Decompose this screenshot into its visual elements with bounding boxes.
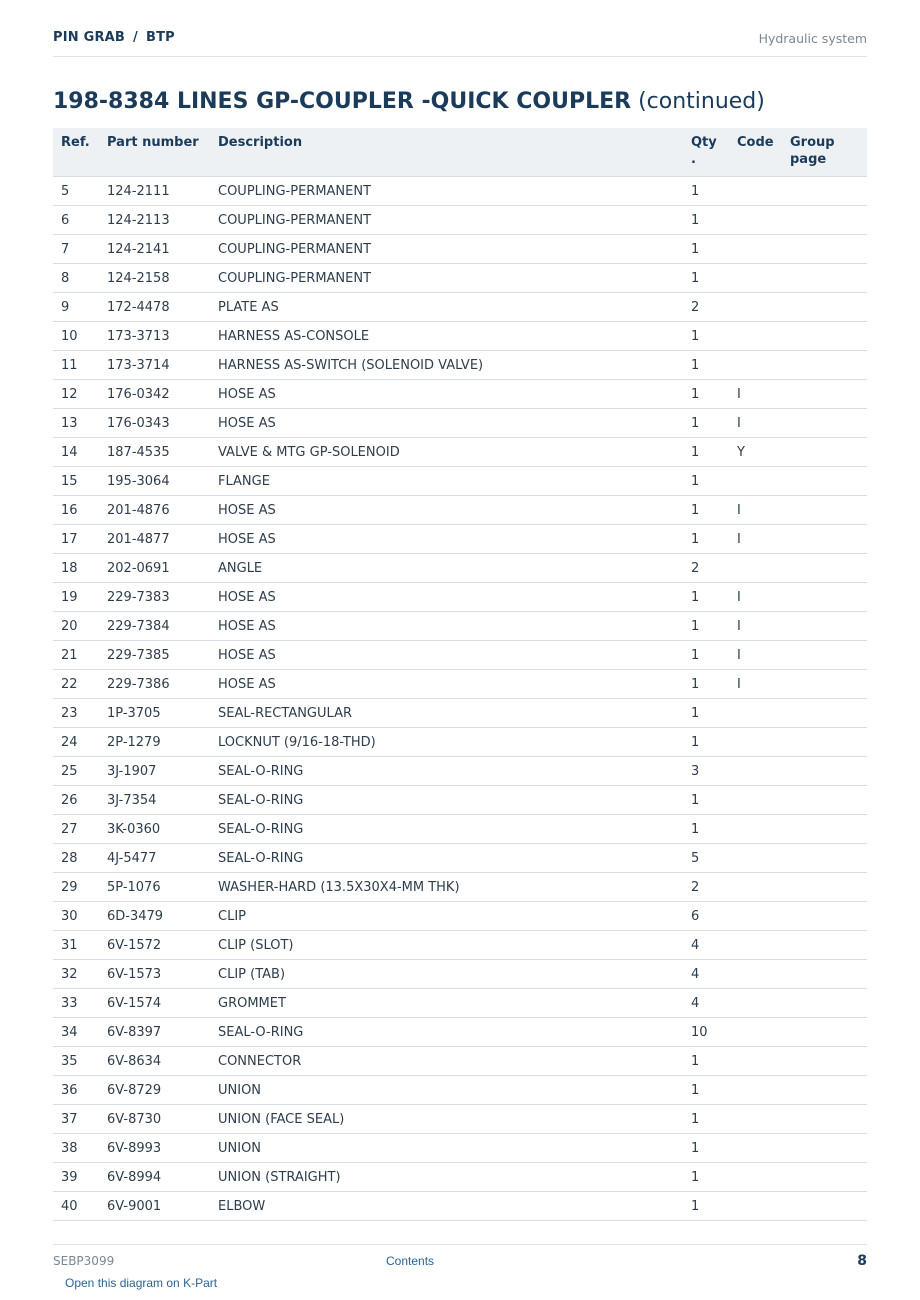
cell-qty: 1 [683, 1163, 729, 1192]
cell-ref: 8 [53, 264, 99, 293]
cell-part-number: 195-3064 [99, 467, 210, 496]
table-row [53, 1018, 867, 1047]
cell-description: UNION (FACE SEAL) [210, 1105, 683, 1134]
cell-description: COUPLING-PERMANENT [210, 235, 683, 264]
cell-part-number: 201-4877 [99, 525, 210, 554]
cell-qty: 1 [683, 1047, 729, 1076]
cell-code [729, 467, 782, 496]
cell-group-page [782, 612, 867, 641]
breadcrumb [53, 30, 175, 45]
cell-ref: 13 [53, 409, 99, 438]
cell-qty: 10 [683, 1018, 729, 1047]
cell-qty: 1 [683, 438, 729, 467]
cell-code: I [729, 409, 782, 438]
cell-group-page [782, 264, 867, 293]
cell-description: SEAL-O-RING [210, 757, 683, 786]
cell-ref: 39 [53, 1163, 99, 1192]
cell-group-page [782, 206, 867, 235]
cell-ref: 23 [53, 699, 99, 728]
cell-description: PLATE AS [210, 293, 683, 322]
cell-ref: 20 [53, 612, 99, 641]
cell-code [729, 786, 782, 815]
page-title-main: 198-8384 LINES GP-COUPLER -QUICK COUPLER [53, 89, 632, 114]
cell-part-number: 172-4478 [99, 293, 210, 322]
cell-description: SEAL-O-RING [210, 844, 683, 873]
cell-description: SEAL-O-RING [210, 786, 683, 815]
table-row [53, 1163, 867, 1192]
cell-ref: 32 [53, 960, 99, 989]
cell-group-page [782, 873, 867, 902]
table-row [53, 612, 867, 641]
cell-description: HARNESS AS-SWITCH (SOLENOID VALVE) [210, 351, 683, 380]
cell-description: COUPLING-PERMANENT [210, 177, 683, 206]
parts-table [53, 128, 867, 1221]
cell-group-page [782, 699, 867, 728]
cell-group-page [782, 728, 867, 757]
cell-group-page [782, 670, 867, 699]
cell-qty: 1 [683, 235, 729, 264]
cell-code [729, 1192, 782, 1221]
page-footer [53, 1244, 867, 1269]
page-number: 8 [857, 1253, 867, 1269]
cell-group-page [782, 815, 867, 844]
cell-part-number: 6V-8397 [99, 1018, 210, 1047]
cell-group-page [782, 554, 867, 583]
cell-part-number: 201-4876 [99, 496, 210, 525]
cell-group-page [782, 322, 867, 351]
table-row [53, 989, 867, 1018]
cell-description: HOSE AS [210, 380, 683, 409]
cell-ref: 7 [53, 235, 99, 264]
cell-qty: 1 [683, 1105, 729, 1134]
cell-code: I [729, 525, 782, 554]
cell-description: HARNESS AS-CONSOLE [210, 322, 683, 351]
cell-code: Y [729, 438, 782, 467]
cell-part-number: 6V-1573 [99, 960, 210, 989]
table-row [53, 1192, 867, 1221]
cell-ref: 21 [53, 641, 99, 670]
table-row [53, 525, 867, 554]
cell-ref: 34 [53, 1018, 99, 1047]
cell-group-page [782, 177, 867, 206]
cell-description: UNION [210, 1134, 683, 1163]
cell-description: CLIP (SLOT) [210, 931, 683, 960]
cell-group-page [782, 583, 867, 612]
cell-code [729, 293, 782, 322]
table-row [53, 322, 867, 351]
table-row [53, 1105, 867, 1134]
cell-group-page [782, 1018, 867, 1047]
cell-part-number: 6V-8729 [99, 1076, 210, 1105]
cell-description: LOCKNUT (9/16-18-THD) [210, 728, 683, 757]
cell-qty: 1 [683, 1076, 729, 1105]
cell-description: HOSE AS [210, 583, 683, 612]
cell-ref: 37 [53, 1105, 99, 1134]
cell-description: HOSE AS [210, 670, 683, 699]
cell-qty: 2 [683, 554, 729, 583]
cell-description: SEAL-O-RING [210, 815, 683, 844]
cell-part-number: 176-0342 [99, 380, 210, 409]
page-title [53, 89, 765, 114]
table-row [53, 583, 867, 612]
table-row [53, 380, 867, 409]
table-row [53, 728, 867, 757]
cell-ref: 12 [53, 380, 99, 409]
cell-code [729, 1134, 782, 1163]
cell-qty: 1 [683, 670, 729, 699]
cell-ref: 28 [53, 844, 99, 873]
cell-qty: 1 [683, 612, 729, 641]
cell-qty: 1 [683, 815, 729, 844]
cell-code [729, 902, 782, 931]
cell-part-number: 229-7384 [99, 612, 210, 641]
cell-description: CONNECTOR [210, 1047, 683, 1076]
cell-ref: 17 [53, 525, 99, 554]
table-row [53, 873, 867, 902]
cell-ref: 14 [53, 438, 99, 467]
cell-group-page [782, 902, 867, 931]
column-header-qty: Qty . [683, 128, 729, 177]
cell-ref: 10 [53, 322, 99, 351]
cell-code: I [729, 612, 782, 641]
table-row [53, 206, 867, 235]
cell-qty: 4 [683, 989, 729, 1018]
cell-ref: 16 [53, 496, 99, 525]
cell-qty: 1 [683, 786, 729, 815]
cell-code: I [729, 496, 782, 525]
cell-ref: 27 [53, 815, 99, 844]
cell-code [729, 554, 782, 583]
cell-group-page [782, 931, 867, 960]
cell-part-number: 173-3714 [99, 351, 210, 380]
cell-description: HOSE AS [210, 496, 683, 525]
cell-group-page [782, 1105, 867, 1134]
cell-qty: 1 [683, 177, 729, 206]
cell-part-number: 6V-8993 [99, 1134, 210, 1163]
cell-description: HOSE AS [210, 612, 683, 641]
cell-qty: 1 [683, 1192, 729, 1221]
cell-ref: 22 [53, 670, 99, 699]
cell-description: HOSE AS [210, 641, 683, 670]
cell-part-number: 2P-1279 [99, 728, 210, 757]
table-row [53, 235, 867, 264]
cell-part-number: 6V-1574 [99, 989, 210, 1018]
cell-part-number: 229-7383 [99, 583, 210, 612]
cell-description: FLANGE [210, 467, 683, 496]
cell-group-page [782, 235, 867, 264]
cell-code [729, 815, 782, 844]
cell-code [729, 322, 782, 351]
cell-ref: 31 [53, 931, 99, 960]
table-row [53, 293, 867, 322]
cell-code [729, 1105, 782, 1134]
table-row [53, 931, 867, 960]
table-row [53, 177, 867, 206]
parts-table-body [53, 177, 867, 1221]
cell-group-page [782, 1163, 867, 1192]
cell-part-number: 3K-0360 [99, 815, 210, 844]
cell-code [729, 264, 782, 293]
breadcrumb-separator: / [133, 30, 138, 45]
cell-description: UNION (STRAIGHT) [210, 1163, 683, 1192]
cell-description: CLIP (TAB) [210, 960, 683, 989]
cell-description: SEAL-O-RING [210, 1018, 683, 1047]
cell-code: I [729, 380, 782, 409]
table-row [53, 960, 867, 989]
cell-qty: 1 [683, 467, 729, 496]
cell-qty: 1 [683, 525, 729, 554]
cell-description: VALVE & MTG GP-SOLENOID [210, 438, 683, 467]
cell-qty: 1 [683, 641, 729, 670]
cell-description: ANGLE [210, 554, 683, 583]
cell-code [729, 235, 782, 264]
table-row [53, 815, 867, 844]
cell-description: HOSE AS [210, 409, 683, 438]
cell-code [729, 1076, 782, 1105]
cell-ref: 9 [53, 293, 99, 322]
table-row [53, 1047, 867, 1076]
cell-qty: 1 [683, 351, 729, 380]
table-row [53, 699, 867, 728]
cell-group-page [782, 496, 867, 525]
cell-description: COUPLING-PERMANENT [210, 206, 683, 235]
cell-qty: 3 [683, 757, 729, 786]
cell-description: SEAL-RECTANGULAR [210, 699, 683, 728]
cell-group-page [782, 844, 867, 873]
table-row [53, 351, 867, 380]
cell-part-number: 202-0691 [99, 554, 210, 583]
cell-ref: 26 [53, 786, 99, 815]
cell-code [729, 1163, 782, 1192]
cell-description: ELBOW [210, 1192, 683, 1221]
cell-code [729, 1047, 782, 1076]
cell-part-number: 5P-1076 [99, 873, 210, 902]
cell-qty: 1 [683, 322, 729, 351]
cell-ref: 6 [53, 206, 99, 235]
cell-code: I [729, 670, 782, 699]
cell-ref: 30 [53, 902, 99, 931]
cell-part-number: 4J-5477 [99, 844, 210, 873]
cell-group-page [782, 1134, 867, 1163]
cell-ref: 36 [53, 1076, 99, 1105]
column-header-group-page: Group page [782, 128, 867, 177]
cell-part-number: 124-2158 [99, 264, 210, 293]
table-row [53, 670, 867, 699]
document-id: SEBP3099 [53, 1254, 115, 1268]
section-label: Hydraulic system [758, 31, 867, 46]
table-row [53, 438, 867, 467]
breadcrumb-item-model: PIN GRAB [53, 30, 126, 45]
cell-qty: 1 [683, 206, 729, 235]
table-row [53, 554, 867, 583]
cell-group-page [782, 409, 867, 438]
cell-qty: 4 [683, 960, 729, 989]
open-kpart-link[interactable]: Open this diagram on K-Part [65, 1276, 218, 1290]
column-header-description: Description [210, 128, 683, 177]
cell-group-page [782, 380, 867, 409]
cell-qty: 1 [683, 496, 729, 525]
cell-group-page [782, 351, 867, 380]
cell-group-page [782, 293, 867, 322]
cell-ref: 35 [53, 1047, 99, 1076]
cell-code: I [729, 583, 782, 612]
cell-code [729, 873, 782, 902]
cell-ref: 15 [53, 467, 99, 496]
contents-link[interactable]: Contents [386, 1254, 435, 1268]
table-row [53, 786, 867, 815]
cell-part-number: 6V-8994 [99, 1163, 210, 1192]
cell-code [729, 206, 782, 235]
cell-ref: 18 [53, 554, 99, 583]
cell-part-number: 3J-7354 [99, 786, 210, 815]
cell-group-page [782, 960, 867, 989]
cell-part-number: 229-7385 [99, 641, 210, 670]
cell-group-page [782, 467, 867, 496]
column-header-part-number: Part number [99, 128, 210, 177]
cell-code [729, 1018, 782, 1047]
cell-part-number: 6D-3479 [99, 902, 210, 931]
table-row [53, 264, 867, 293]
cell-group-page [782, 1192, 867, 1221]
cell-part-number: 176-0343 [99, 409, 210, 438]
cell-qty: 1 [683, 1134, 729, 1163]
cell-part-number: 124-2113 [99, 206, 210, 235]
cell-qty: 1 [683, 409, 729, 438]
cell-part-number: 124-2111 [99, 177, 210, 206]
cell-ref: 25 [53, 757, 99, 786]
cell-qty: 5 [683, 844, 729, 873]
table-header-row [53, 128, 867, 177]
cell-description: GROMMET [210, 989, 683, 1018]
cell-qty: 1 [683, 264, 729, 293]
cell-ref: 11 [53, 351, 99, 380]
page-title-suffix: (continued) [638, 89, 765, 114]
cell-part-number: 173-3713 [99, 322, 210, 351]
cell-code [729, 728, 782, 757]
cell-qty: 4 [683, 931, 729, 960]
column-header-code: Code [729, 128, 782, 177]
cell-qty: 2 [683, 873, 729, 902]
cell-qty: 1 [683, 583, 729, 612]
table-row [53, 844, 867, 873]
cell-description: COUPLING-PERMANENT [210, 264, 683, 293]
cell-code: I [729, 641, 782, 670]
cell-code [729, 699, 782, 728]
cell-ref: 24 [53, 728, 99, 757]
table-row [53, 409, 867, 438]
cell-code [729, 351, 782, 380]
cell-group-page [782, 1076, 867, 1105]
cell-qty: 2 [683, 293, 729, 322]
cell-group-page [782, 525, 867, 554]
cell-code [729, 757, 782, 786]
cell-part-number: 6V-8730 [99, 1105, 210, 1134]
cell-group-page [782, 641, 867, 670]
table-row [53, 1076, 867, 1105]
page-header [53, 28, 867, 57]
cell-code [729, 844, 782, 873]
cell-ref: 33 [53, 989, 99, 1018]
cell-code [729, 931, 782, 960]
cell-group-page [782, 757, 867, 786]
cell-ref: 5 [53, 177, 99, 206]
cell-part-number: 124-2141 [99, 235, 210, 264]
cell-part-number: 6V-1572 [99, 931, 210, 960]
cell-part-number: 6V-8634 [99, 1047, 210, 1076]
table-row [53, 1134, 867, 1163]
cell-part-number: 229-7386 [99, 670, 210, 699]
cell-part-number: 1P-3705 [99, 699, 210, 728]
table-row [53, 467, 867, 496]
cell-description: CLIP [210, 902, 683, 931]
cell-ref: 19 [53, 583, 99, 612]
cell-ref: 40 [53, 1192, 99, 1221]
cell-part-number: 3J-1907 [99, 757, 210, 786]
cell-description: WASHER-HARD (13.5X30X4-MM THK) [210, 873, 683, 902]
column-header-ref: Ref. [53, 128, 99, 177]
table-row [53, 496, 867, 525]
table-row [53, 641, 867, 670]
cell-group-page [782, 438, 867, 467]
cell-qty: 1 [683, 380, 729, 409]
cell-code [729, 960, 782, 989]
cell-part-number: 187-4535 [99, 438, 210, 467]
cell-code [729, 177, 782, 206]
cell-qty: 6 [683, 902, 729, 931]
cell-description: HOSE AS [210, 525, 683, 554]
table-row [53, 902, 867, 931]
cell-part-number: 6V-9001 [99, 1192, 210, 1221]
cell-group-page [782, 786, 867, 815]
cell-ref: 29 [53, 873, 99, 902]
cell-group-page [782, 1047, 867, 1076]
cell-description: UNION [210, 1076, 683, 1105]
table-row [53, 757, 867, 786]
breadcrumb-item-arrangement: BTP [145, 30, 175, 45]
cell-code [729, 989, 782, 1018]
cell-ref: 38 [53, 1134, 99, 1163]
cell-qty: 1 [683, 699, 729, 728]
cell-qty: 1 [683, 728, 729, 757]
cell-group-page [782, 989, 867, 1018]
